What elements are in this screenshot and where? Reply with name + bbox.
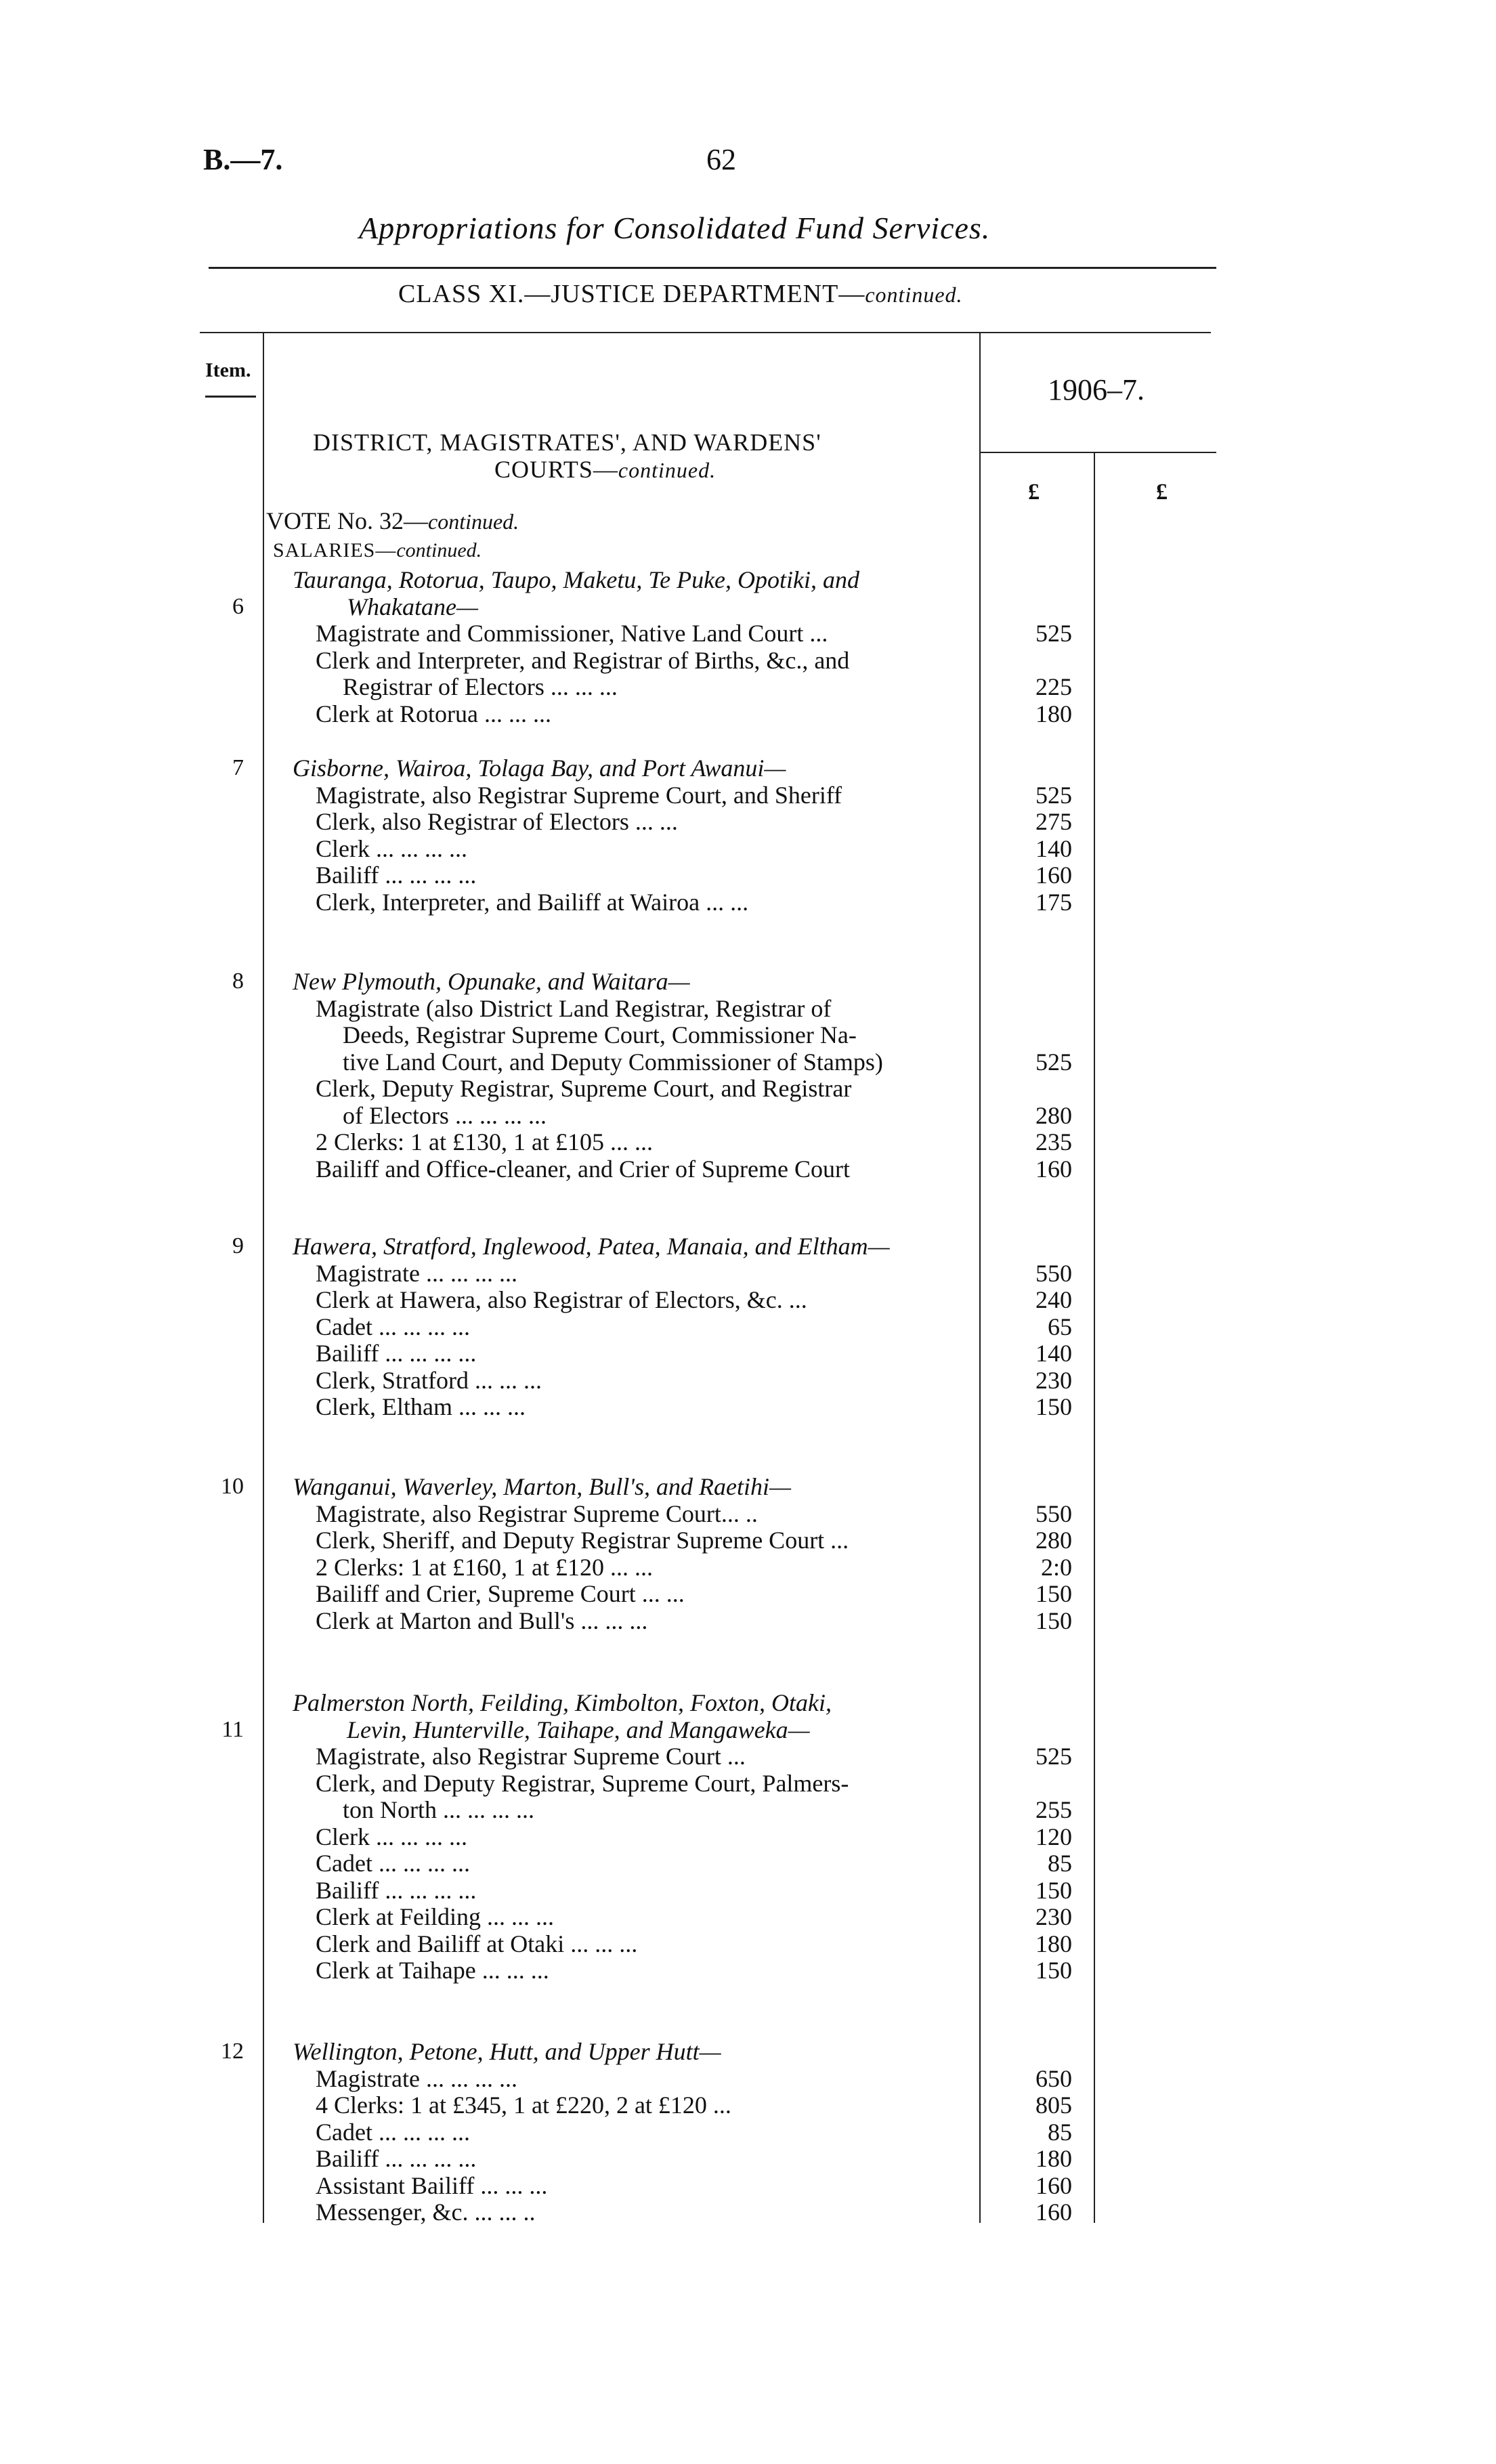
entry-description-line: Deeds, Registrar Supreme Court, Commissioner Na- (343, 1021, 857, 1048)
entry-amount: 525 (1035, 781, 1072, 809)
entry-description-line: 4 Clerks: 1 at £345, 1 at £220, 2 at £120 ... (316, 2091, 731, 2119)
entry-amount: 150 (1035, 1607, 1072, 1634)
description-amount-divider (979, 333, 981, 2223)
entry-amount: 150 (1035, 1876, 1072, 1904)
item-heading-line: Tauranga, Rotorua, Taupo, Maketu, Te Puke, Opotiki, and (293, 566, 860, 593)
item-heading-line: Hawera, Stratford, Inglewood, Patea, Manaia, and Eltham— (293, 1233, 890, 1260)
entry-amount: 805 (1035, 2091, 1072, 2119)
entry-description-line: Clerk, Deputy Registrar, Supreme Court, and Registrar (316, 1075, 852, 1102)
document-code: B.—7. (203, 143, 283, 176)
item-number: 7 (232, 755, 244, 780)
entry-description-line: 2 Clerks: 1 at £160, 1 at £120 ... ... (316, 1553, 653, 1581)
entry-amount: 280 (1035, 1527, 1072, 1554)
entry-amount: 275 (1035, 808, 1072, 835)
entry-description-line: Clerk at Feilding ... ... ... (316, 1903, 554, 1930)
entry-description-line: Clerk at Rotorua ... ... ... (316, 700, 551, 727)
entry-description-line: Assistant Bailiff ... ... ... (316, 2171, 548, 2199)
entry-amount: 280 (1035, 1101, 1072, 1129)
entry-description-line: of Electors ... ... ... ... (343, 1101, 547, 1129)
item-heading-line: Gisborne, Wairoa, Tolaga Bay, and Port Awanui— (293, 755, 786, 782)
entry-amount: 160 (1035, 862, 1072, 889)
entry-amount: 2:0 (1040, 1553, 1072, 1581)
entry-amount: 175 (1035, 888, 1072, 916)
item-number: 8 (232, 969, 244, 994)
entry-description-line: Clerk and Bailiff at Otaki ... ... ... (316, 1930, 638, 1957)
entry-amount: 150 (1035, 1580, 1072, 1607)
year-column-label: 1906–7. (1048, 373, 1145, 406)
entry-description-line: tive Land Court, and Deputy Commissioner of Stamps) (343, 1048, 883, 1076)
entry-description-line: Bailiff and Crier, Supreme Court ... ... (316, 1580, 685, 1607)
entry-description-line: Cadet ... ... ... ... (316, 2118, 470, 2146)
item-heading-line: New Plymouth, Opunake, and Waitara— (293, 968, 690, 995)
entry-amount: 525 (1035, 620, 1072, 647)
entry-amount: 230 (1035, 1366, 1072, 1394)
entry-amount: 120 (1035, 1823, 1072, 1850)
section-title-line1: DISTRICT, MAGISTRATES', AND WARDENS' (313, 429, 821, 456)
entry-amount: 240 (1035, 1286, 1072, 1313)
entry-amount: 85 (1048, 2118, 1072, 2146)
table-top-rule (200, 332, 1211, 333)
entry-description-line: Clerk, Stratford ... ... ... (316, 1366, 542, 1394)
entry-description-line: Clerk, Interpreter, and Bailiff at Wairoa ... ... (316, 888, 749, 916)
entry-amount: 550 (1035, 1259, 1072, 1287)
pound-symbol-totals: £ (1156, 480, 1168, 505)
entry-description-line: Clerk ... ... ... ... (316, 834, 467, 862)
entry-amount: 230 (1035, 1903, 1072, 1930)
year-underline (981, 452, 1216, 453)
entry-description-line: Magistrate, also Registrar Supreme Court ... (316, 1743, 746, 1770)
entry-amount: 150 (1035, 1957, 1072, 1984)
item-number: 11 (221, 1716, 244, 1742)
entry-description-line: Clerk, and Deputy Registrar, Supreme Court, Palmers- (316, 1769, 849, 1797)
entry-amount: 180 (1035, 700, 1072, 727)
entry-description-line: Cadet ... ... ... ... (316, 1313, 470, 1340)
entry-amount: 180 (1035, 2145, 1072, 2172)
entry-amount: 150 (1035, 1393, 1072, 1420)
section-title-line2: COURTS—continued. (494, 456, 717, 483)
entry-amount: 160 (1035, 1155, 1072, 1183)
item-number: 10 (221, 1474, 244, 1499)
entry-amount: 255 (1035, 1796, 1072, 1823)
entry-description-line: Bailiff ... ... ... ... (316, 2145, 477, 2172)
entry-description-line: Registrar of Electors ... ... ... (343, 673, 618, 700)
item-heading-line: Palmerston North, Feilding, Kimbolton, Foxton, Otaki, (293, 1689, 832, 1716)
entry-amount: 140 (1035, 1340, 1072, 1367)
item-heading-line: Levin, Hunterville, Taihape, and Mangaweka— (347, 1716, 810, 1743)
entry-description-line: ton North ... ... ... ... (343, 1796, 534, 1823)
entry-description-line: Cadet ... ... ... ... (316, 1850, 470, 1877)
entry-amount: 65 (1048, 1313, 1072, 1340)
entry-description-line: 2 Clerks: 1 at £130, 1 at £105 ... ... (316, 1128, 653, 1155)
entry-amount: 225 (1035, 673, 1072, 700)
entry-description-line: Bailiff ... ... ... ... (316, 862, 477, 889)
pound-symbol-amounts: £ (1028, 480, 1040, 505)
entry-description-line: Clerk, Sheriff, and Deputy Registrar Supreme Court ... (316, 1527, 849, 1554)
class-heading: CLASS XI.—JUSTICE DEPARTMENT—continued. (398, 280, 963, 308)
entry-description-line: Clerk at Taihape ... ... ... (316, 1957, 549, 1984)
entry-description-line: Clerk, also Registrar of Electors ... ... (316, 808, 678, 835)
item-heading-line: Wellington, Petone, Hutt, and Upper Hutt— (293, 2038, 721, 2065)
entry-amount: 550 (1035, 1500, 1072, 1527)
entry-description-line: Magistrate ... ... ... ... (316, 1259, 517, 1287)
item-number: 6 (232, 593, 244, 619)
entry-description-line: Magistrate, also Registrar Supreme Court, and Sheriff (316, 781, 842, 809)
entry-amount: 525 (1035, 1048, 1072, 1076)
amount-column-divider (1094, 452, 1095, 2223)
entry-description-line: Clerk, Eltham ... ... ... (316, 1393, 526, 1420)
entry-description-line: Clerk and Interpreter, and Registrar of Births, &c., and (316, 646, 850, 674)
entry-amount: 160 (1035, 2199, 1072, 2226)
entry-amount: 140 (1035, 834, 1072, 862)
entry-description-line: Bailiff ... ... ... ... (316, 1876, 477, 1904)
vote-heading: VOTE No. 32—continued. (266, 507, 519, 534)
entry-description-line: Bailiff and Office-cleaner, and Crier of Supreme Court (316, 1155, 850, 1183)
page-title: Appropriations for Consolidated Fund Services. (359, 211, 991, 245)
item-column-divider (263, 333, 264, 2223)
entry-amount: 85 (1048, 1850, 1072, 1877)
item-number: 12 (221, 2039, 244, 2064)
item-number: 9 (232, 1233, 244, 1258)
entry-amount: 525 (1035, 1743, 1072, 1770)
entry-description-line: Magistrate and Commissioner, Native Land Court ... (316, 620, 828, 647)
item-heading-line: Whakatane— (347, 593, 478, 620)
entry-amount: 235 (1035, 1128, 1072, 1155)
entry-description-line: Magistrate (also District Land Registrar, Registrar of (316, 994, 832, 1022)
entry-description-line: Bailiff ... ... ... ... (316, 1340, 477, 1367)
page-number: 62 (706, 143, 736, 176)
salaries-heading: SALARIES—continued. (273, 539, 482, 561)
header-rule (209, 267, 1216, 269)
item-column-label: Item. (205, 359, 251, 381)
entry-amount: 160 (1035, 2171, 1072, 2199)
entry-description-line: Messenger, &c. ... ... .. (316, 2199, 536, 2226)
entry-description-line: Clerk at Marton and Bull's ... ... ... (316, 1607, 648, 1634)
entry-description-line: Magistrate ... ... ... ... (316, 2064, 517, 2092)
entry-amount: 180 (1035, 1930, 1072, 1957)
entry-description-line: Magistrate, also Registrar Supreme Court... .. (316, 1500, 758, 1527)
entry-amount: 650 (1035, 2064, 1072, 2092)
entry-description-line: Clerk ... ... ... ... (316, 1823, 467, 1850)
entry-description-line: Clerk at Hawera, also Registrar of Electors, &c. ... (316, 1286, 807, 1313)
item-label-underline (205, 396, 256, 398)
item-heading-line: Wanganui, Waverley, Marton, Bull's, and Raetihi— (293, 1473, 791, 1500)
